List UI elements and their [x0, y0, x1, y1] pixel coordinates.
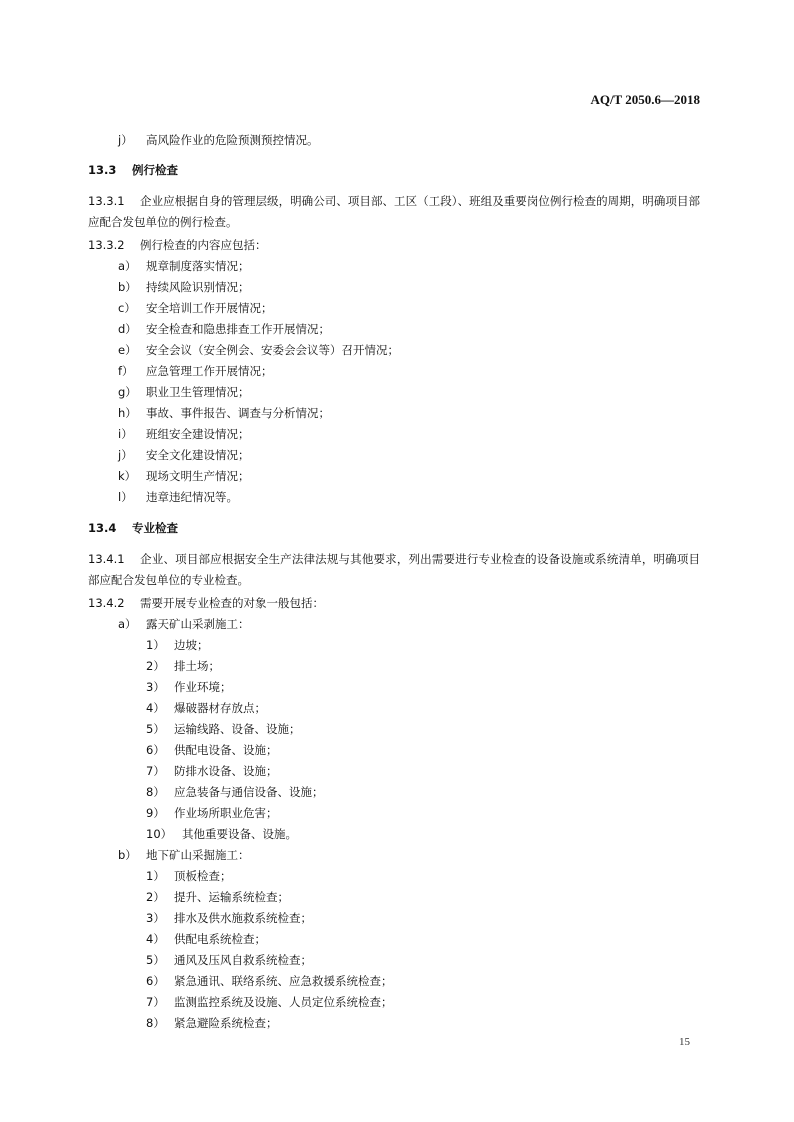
- list-item: [118, 847, 250, 863]
- list-item-text: 持续风险识别情况；: [146, 280, 250, 294]
- list-item-text: 边坡；: [174, 638, 209, 652]
- page-number: 15: [679, 1036, 690, 1048]
- list-marker: 6）: [146, 743, 165, 757]
- list-marker: 9）: [146, 806, 165, 820]
- list-marker: 5）: [146, 953, 165, 967]
- list-marker: b）: [118, 280, 137, 294]
- list-marker: 1）: [146, 638, 165, 652]
- list-marker: 7）: [146, 764, 165, 778]
- sub-list-item: [146, 784, 324, 800]
- list-item: [118, 258, 250, 274]
- list-item-text: 事故、事件报告、调查与分析情况；: [146, 406, 330, 420]
- standard-code: AQ/T 2050.6—2018: [590, 92, 700, 107]
- list-item: [118, 447, 250, 463]
- list-marker: d）: [118, 322, 137, 336]
- list-item-text: 防排水设备、设施；: [174, 764, 278, 778]
- list-marker: 5）: [146, 722, 165, 736]
- list-item-text: 安全检查和隐患排查工作开展情况；: [146, 322, 330, 336]
- list-marker: l）: [118, 490, 133, 504]
- clause-13-4-2: [88, 595, 324, 611]
- clause-text: 企业应根据自身的管理层级，明确公司、项目部、工区（工段）、班组及重要岗位例行检查的周期，明确项目部应配合发包单位的例行检查。: [88, 194, 700, 229]
- list-item: [118, 405, 330, 421]
- list-item-text: 高风险作业的危险预测预控情况。: [146, 133, 319, 147]
- list-marker: 3）: [146, 680, 165, 694]
- list-item-text: 安全培训工作开展情况；: [146, 301, 273, 315]
- list-item-text: 作业场所职业危害；: [174, 806, 278, 820]
- clause-13-4-1: [88, 549, 700, 591]
- list-marker: f）: [118, 364, 134, 378]
- list-item-text: 作业环境；: [174, 680, 232, 694]
- list-item-text: 紧急通讯、联络系统、应急救援系统检查；: [174, 974, 393, 988]
- sub-list-item: [146, 910, 312, 926]
- sub-list-item: [146, 826, 297, 842]
- sub-list-item: [146, 721, 301, 737]
- list-item-text: 提升、运输系统检查；: [174, 890, 289, 904]
- list-marker: h）: [118, 406, 137, 420]
- list-marker: e）: [118, 343, 137, 357]
- section-title: 例行检查: [132, 163, 178, 177]
- list-item-text: 其他重要设备、设施。: [182, 827, 297, 841]
- clause-13-3-2: [88, 237, 267, 253]
- list-item-text: 班组安全建设情况；: [146, 427, 250, 441]
- list-marker: 2）: [146, 659, 165, 673]
- list-item-text: 露天矿山采剥施工：: [146, 617, 250, 631]
- list-item-text: 排土场；: [174, 659, 220, 673]
- list-item-text: 规章制度落实情况；: [146, 259, 250, 273]
- list-marker: c）: [118, 301, 136, 315]
- list-marker: 2）: [146, 890, 165, 904]
- list-marker: j）: [118, 133, 133, 147]
- list-item-text: 现场文明生产情况；: [146, 469, 250, 483]
- list-item-text: 应急管理工作开展情况；: [146, 364, 273, 378]
- list-item-text: 排水及供水施救系统检查；: [174, 911, 312, 925]
- section-heading-13-4: [88, 520, 178, 536]
- sub-list-item: [146, 637, 209, 653]
- clause-text: 例行检查的内容应包括：: [140, 238, 267, 252]
- list-item-text: 监测监控系统及设施、人员定位系统检查；: [174, 995, 393, 1009]
- list-item: [118, 468, 250, 484]
- clause-number: 13.3.2: [88, 238, 125, 252]
- list-marker: a）: [118, 617, 137, 631]
- section-heading-13-3: [88, 162, 178, 178]
- sub-list-item: [146, 952, 312, 968]
- list-item: [118, 489, 238, 505]
- list-marker: g）: [118, 385, 137, 399]
- sub-list-item: [146, 994, 393, 1010]
- list-marker: i）: [118, 427, 133, 441]
- list-marker: 8）: [146, 1016, 165, 1030]
- sub-list-item: [146, 742, 278, 758]
- list-item-text: 安全会议（安全例会、安委会会议等）召开情况；: [146, 343, 399, 357]
- list-marker: k）: [118, 469, 137, 483]
- list-marker: 4）: [146, 932, 165, 946]
- list-marker: b）: [118, 848, 137, 862]
- list-item-text: 供配电系统检查；: [174, 932, 266, 946]
- list-marker: j）: [118, 448, 133, 462]
- list-item-text: 运输线路、设备、设施；: [174, 722, 301, 736]
- list-marker: 8）: [146, 785, 165, 799]
- list-marker: a）: [118, 259, 137, 273]
- list-item-text: 紧急避险系统检查；: [174, 1016, 278, 1030]
- list-item-text: 职业卫生管理情况；: [146, 385, 250, 399]
- list-item-text: 供配电设备、设施；: [174, 743, 278, 757]
- sub-list-item: [146, 700, 266, 716]
- list-item-text: 安全文化建设情况；: [146, 448, 250, 462]
- section-number: 13.3: [88, 163, 117, 177]
- list-marker: 4）: [146, 701, 165, 715]
- sub-list-item: [146, 889, 289, 905]
- sub-list-item: [146, 679, 232, 695]
- list-item-text: 地下矿山采掘施工：: [146, 848, 250, 862]
- list-item: [118, 426, 250, 442]
- list-item: [118, 616, 250, 632]
- list-marker: 6）: [146, 974, 165, 988]
- list-item: [118, 132, 319, 148]
- list-marker: 1）: [146, 869, 165, 883]
- clause-number: 13.4.2: [88, 596, 125, 610]
- list-item: [118, 279, 250, 295]
- list-item: [118, 321, 330, 337]
- sub-list-item: [146, 658, 220, 674]
- sub-list-item: [146, 805, 278, 821]
- sub-list-item: [146, 763, 278, 779]
- list-marker: 10）: [146, 827, 173, 841]
- clause-text: 企业、项目部应根据安全生产法律法规与其他要求，列出需要进行专业检查的设备设施或系统清单，明确项目部应配合发包单位的专业检查。: [88, 552, 700, 587]
- list-item: [118, 384, 250, 400]
- list-item-text: 违章违纪情况等。: [146, 490, 238, 504]
- list-item: [118, 342, 399, 358]
- list-item-text: 顶板检查；: [174, 869, 232, 883]
- clause-number: 13.4.1: [88, 552, 125, 566]
- list-item-text: 应急装备与通信设备、设施；: [174, 785, 324, 799]
- clause-13-3-1: [88, 191, 700, 233]
- section-number: 13.4: [88, 521, 117, 535]
- list-item: [118, 363, 273, 379]
- section-title: 专业检查: [132, 521, 178, 535]
- list-marker: 3）: [146, 911, 165, 925]
- list-item-text: 通风及压风自救系统检查；: [174, 953, 312, 967]
- clause-text: 需要开展专业检查的对象一般包括：: [140, 596, 324, 610]
- sub-list-item: [146, 1015, 278, 1031]
- sub-list-item: [146, 931, 266, 947]
- list-marker: 7）: [146, 995, 165, 1009]
- list-item: [118, 300, 273, 316]
- clause-number: 13.3.1: [88, 194, 125, 208]
- list-item-text: 爆破器材存放点；: [174, 701, 266, 715]
- sub-list-item: [146, 868, 232, 884]
- sub-list-item: [146, 973, 393, 989]
